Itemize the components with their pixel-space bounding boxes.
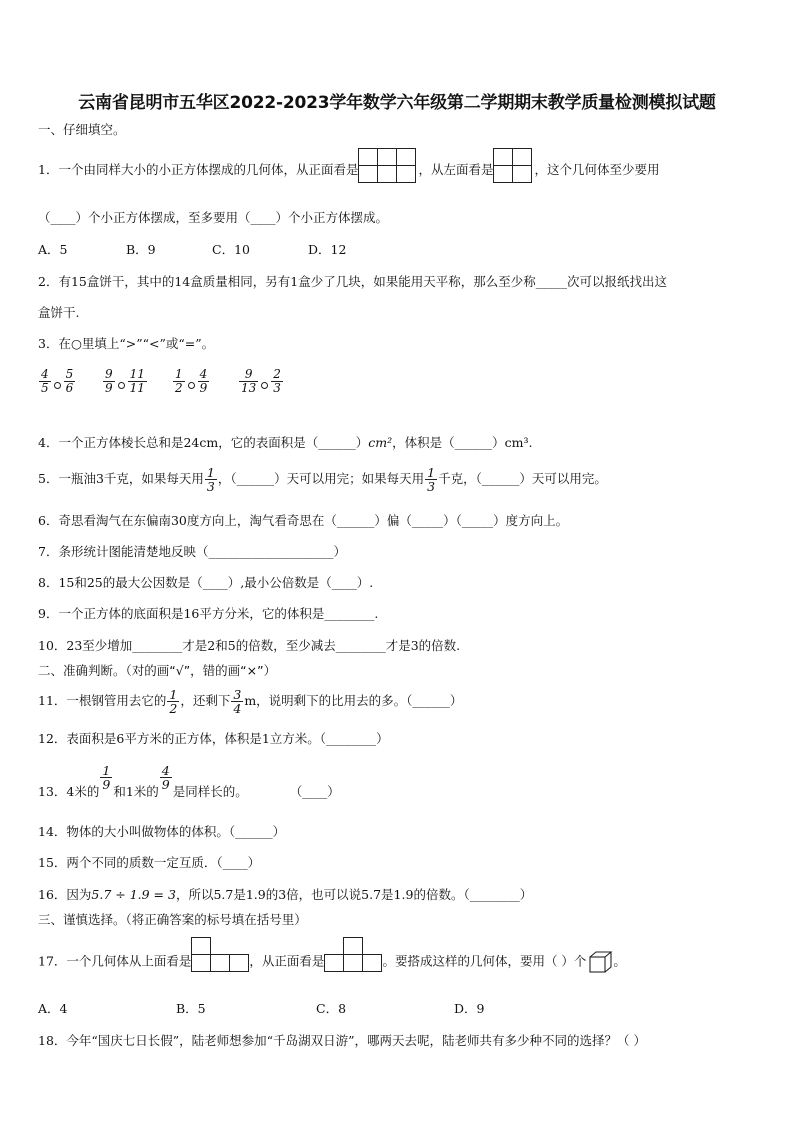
q17-front-view-grid bbox=[324, 937, 382, 972]
q5-text-b: ，（______）天可以用完；如果每天用 bbox=[217, 471, 425, 487]
q17-option-b: B．5 bbox=[176, 1001, 206, 1016]
question-13 bbox=[38, 764, 340, 800]
q1-option-a: A．5 bbox=[38, 242, 68, 257]
compare-circle[interactable] bbox=[118, 382, 125, 389]
q13-fraction-1: $\frac{1}{9}$ bbox=[102, 763, 111, 793]
question-15: 15．两个不同的质数一定互质．（____） bbox=[38, 855, 261, 870]
q4-text-a: 4．一个正方体棱长总和是24cm，它的表面积是（______） bbox=[38, 435, 369, 450]
q3-compare-3: $\frac{1}{2}$ $\frac{4}{9}$ bbox=[175, 367, 208, 395]
q1-option-c: C．10 bbox=[212, 242, 250, 257]
question-9: 9．一个正方体的底面积是16平方分米，它的体积是________. bbox=[38, 606, 379, 621]
compare-circle[interactable] bbox=[54, 382, 61, 389]
question-17 bbox=[38, 951, 626, 973]
section-2-heading: 二、准确判断。（对的画“√”，错的画“×”） bbox=[38, 663, 277, 678]
question-18: 18．今年“国庆七日长假”，陆老师想参加“千岛湖双日游”，哪两天去呢，陆老师共有多少种不同的选择？（ ） bbox=[38, 1033, 646, 1048]
q16-expression: 5.7 ÷ 1.9 = 3 bbox=[91, 887, 176, 902]
q13-text-d: （____） bbox=[289, 784, 340, 799]
q17-text-c: 。要搭成这样的几何体，要用（ ）个 bbox=[382, 953, 587, 969]
question-1 bbox=[38, 158, 660, 183]
q11-text-a: 11．一根钢管用去它的 bbox=[38, 693, 167, 709]
q1-text-b: ，从左面看是 bbox=[418, 162, 494, 177]
q17-top-view-grid bbox=[191, 937, 249, 972]
question-8: 8．15和25的最大公因数是（____）,最小公倍数是（____）. bbox=[38, 575, 374, 590]
q17-option-c: C．8 bbox=[316, 1001, 347, 1016]
q1-option-b: B．9 bbox=[126, 242, 156, 257]
q1-text-a: 1．一个由同样大小的小正方体摆成的几何体，从正面看是 bbox=[38, 162, 359, 177]
q1-line-2: （____）个小正方体摆成，至多要用（____）个小正方体摆成。 bbox=[38, 210, 389, 225]
q13-text-a: 13．4米的 bbox=[38, 784, 100, 799]
q1-option-d: D．12 bbox=[308, 242, 347, 257]
question-12: 12．表面积是6平方米的正方体，体积是1立方米。（________） bbox=[38, 731, 389, 746]
q17-text-b: ，从正面看是 bbox=[249, 953, 325, 969]
question-6: 6．奇思看淘气在东偏南30度方向上，淘气看奇思在（______）偏（_____）（_____）度方向上。 bbox=[38, 513, 569, 528]
question-2-line-1: 2．有15盒饼干，其中的14盒质量相同，另有1盒少了几块，如果能用天平称，那么至少称_____次可以报纸找出这 bbox=[38, 274, 667, 289]
q16-text-b: ，所以5.7是1.9的3倍，也可以说5.7是1.9的倍数。（________） bbox=[175, 887, 533, 902]
q11-fraction-2: $\frac{3}{4}$ bbox=[233, 687, 242, 717]
section-3-heading: 三、谨慎选择。（将正确答案的标号填在括号里） bbox=[38, 912, 307, 927]
q1-text-c: ，这个几何体至少要用 bbox=[534, 162, 660, 177]
cube-icon bbox=[589, 951, 613, 973]
q4-text-b: ，体积是（______）cm³. bbox=[392, 435, 533, 450]
q5-text-c: 千克，（______）天可以用完。 bbox=[438, 471, 607, 487]
q3-compare-4: $\frac{9}{13}$ $\frac{2}{3}$ bbox=[241, 367, 281, 395]
q11-fraction-1: $\frac{1}{2}$ bbox=[169, 687, 178, 717]
q5-fraction-2: $\frac{1}{3}$ bbox=[427, 465, 436, 495]
question-5 bbox=[38, 466, 607, 493]
q1-left-view-grid bbox=[493, 148, 532, 183]
question-2-line-2: 盒饼干. bbox=[38, 305, 80, 320]
question-3: 3．在○里填上“>”“<”或“=”。 bbox=[38, 336, 215, 351]
question-14: 14．物体的大小叫做物体的体积。（______） bbox=[38, 824, 286, 839]
q13-fraction-2: $\frac{4}{9}$ bbox=[161, 763, 170, 793]
q17-text-a: 17．一个几何体从上面看是 bbox=[38, 953, 192, 969]
compare-circle[interactable] bbox=[261, 382, 268, 389]
exam-title: 云南省昆明市五华区2022-2023学年数学六年级第二学期期末教学质量检测模拟试题 bbox=[78, 93, 716, 113]
q17-option-a: A．4 bbox=[38, 1001, 68, 1016]
q5-text-a: 5．一瓶油3千克，如果每天用 bbox=[38, 471, 204, 487]
q17-text-d: 。 bbox=[613, 953, 626, 969]
q16-text-a: 16．因为 bbox=[38, 887, 92, 902]
q3-compare-1: $\frac{4}{5}$ $\frac{5}{6}$ bbox=[41, 367, 74, 395]
question-16 bbox=[38, 885, 532, 903]
q13-text-b: 和1米的 bbox=[113, 784, 159, 799]
q11-text-c: m，说明剩下的比用去的多。（______） bbox=[244, 693, 463, 709]
question-7: 7．条形统计图能清楚地反映（____________________） bbox=[38, 544, 346, 559]
q17-options bbox=[38, 999, 484, 1017]
question-11 bbox=[38, 688, 462, 715]
q17-option-d: D．9 bbox=[454, 1001, 485, 1016]
q13-text-c: 是同样长的。 bbox=[172, 784, 248, 799]
section-1-heading: 一、仔细填空。 bbox=[38, 122, 126, 137]
q1-front-view-grid bbox=[358, 148, 416, 183]
q1-options bbox=[38, 240, 346, 258]
q4-unit: cm² bbox=[368, 435, 393, 450]
question-4 bbox=[38, 433, 532, 451]
compare-circle[interactable] bbox=[188, 382, 195, 389]
q3-compare-2: $\frac{9}{9}$ $\frac{11}{11}$ bbox=[105, 367, 145, 395]
q5-fraction-1: $\frac{1}{3}$ bbox=[206, 465, 215, 495]
question-10: 10．23至少增加________才是2和5的倍数，至少减去________才是3的倍数. bbox=[38, 638, 461, 653]
q11-text-b: ，还剩下 bbox=[180, 693, 231, 709]
